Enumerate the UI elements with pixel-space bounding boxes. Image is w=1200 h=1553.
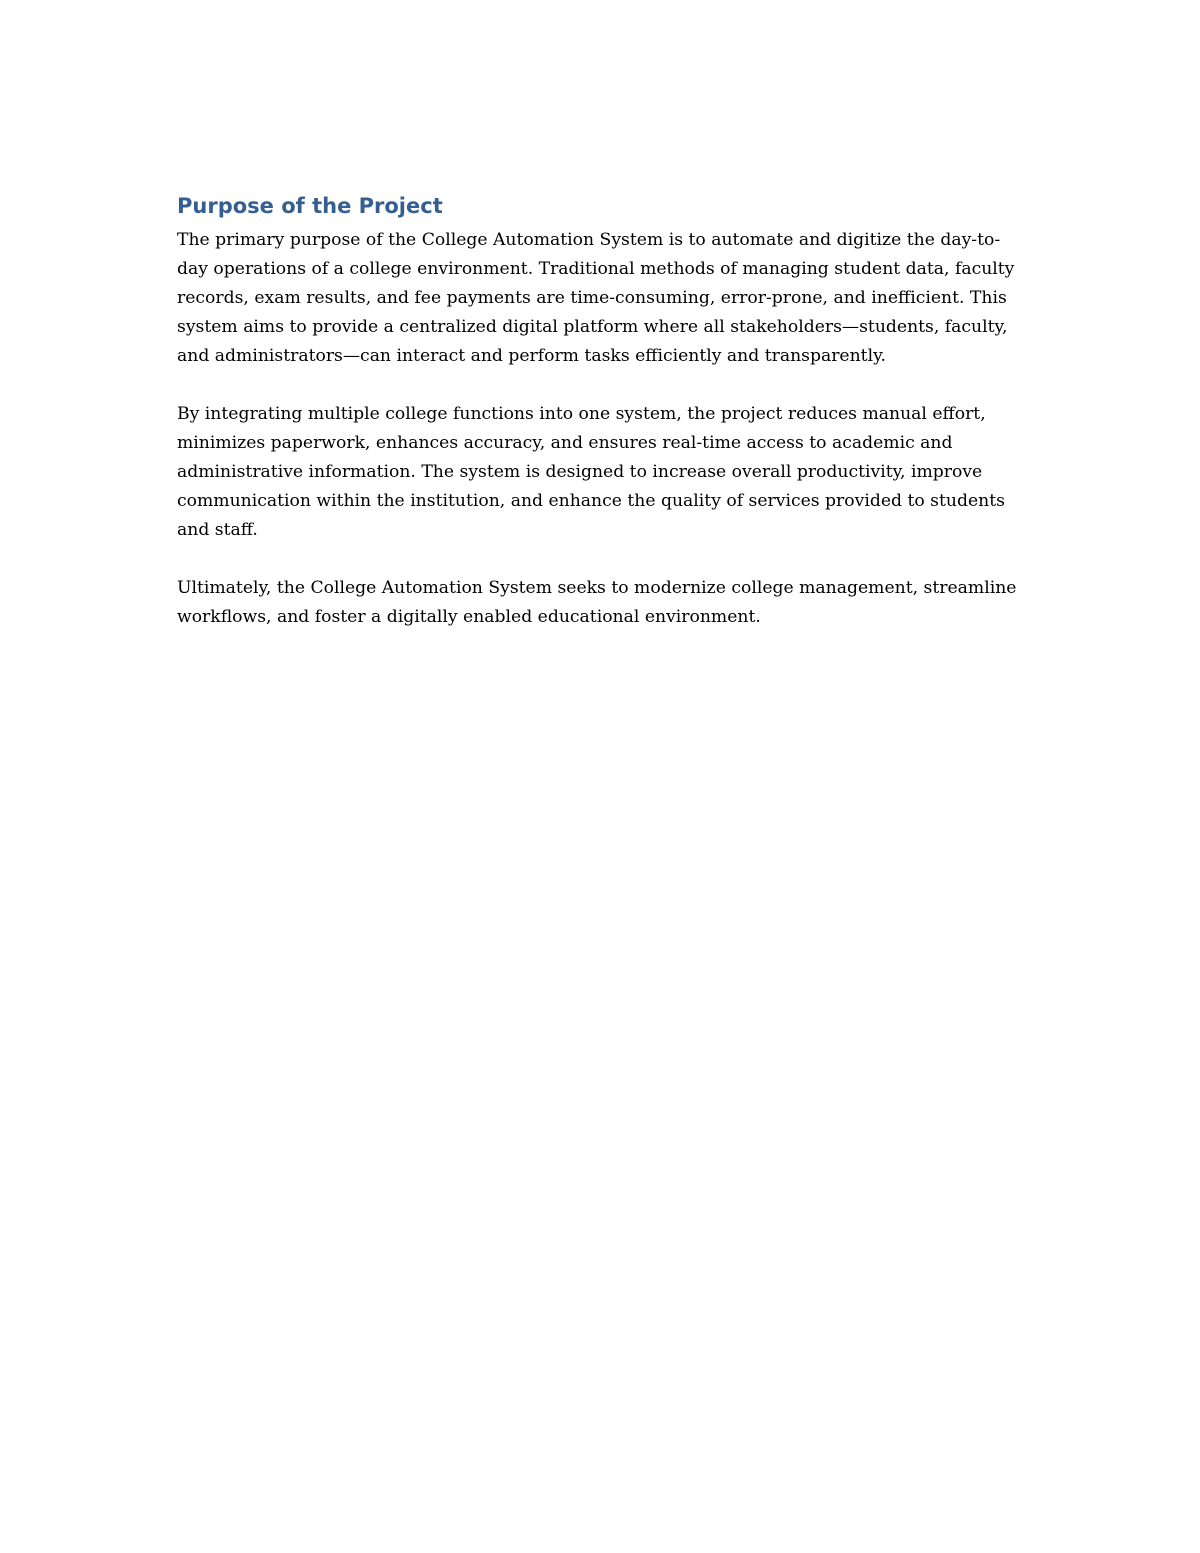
paragraph-conclusion: Ultimately, the College Automation System seeks to modernize college management, streamline workflows, and foster a digitally enabled educational environment. <box>177 578 1017 627</box>
paragraph-purpose: The primary purpose of the College Automation System is to automate and digitize the day-to-day operations of a college environment. Traditional methods of managing student data, faculty records, exam results, and fee payments are time-consuming, error-prone, and inefficient. This system aims to provide a centralized digital platform where all stakeholders—students, faculty, and administrators—can interact and perform tasks efficiently and transparently. <box>177 230 1015 366</box>
document-body <box>177 190 1027 632</box>
section-heading: Purpose of the Project <box>177 194 443 218</box>
paragraph-integration: By integrating multiple college functions into one system, the project reduces manual effort, minimizes paperwork, enhances accuracy, and ensures real-time access to academic and administrative information. The system is designed to increase overall productivity, improve communication within the institution, and enhance the quality of services provided to students and staff. <box>177 404 1005 540</box>
